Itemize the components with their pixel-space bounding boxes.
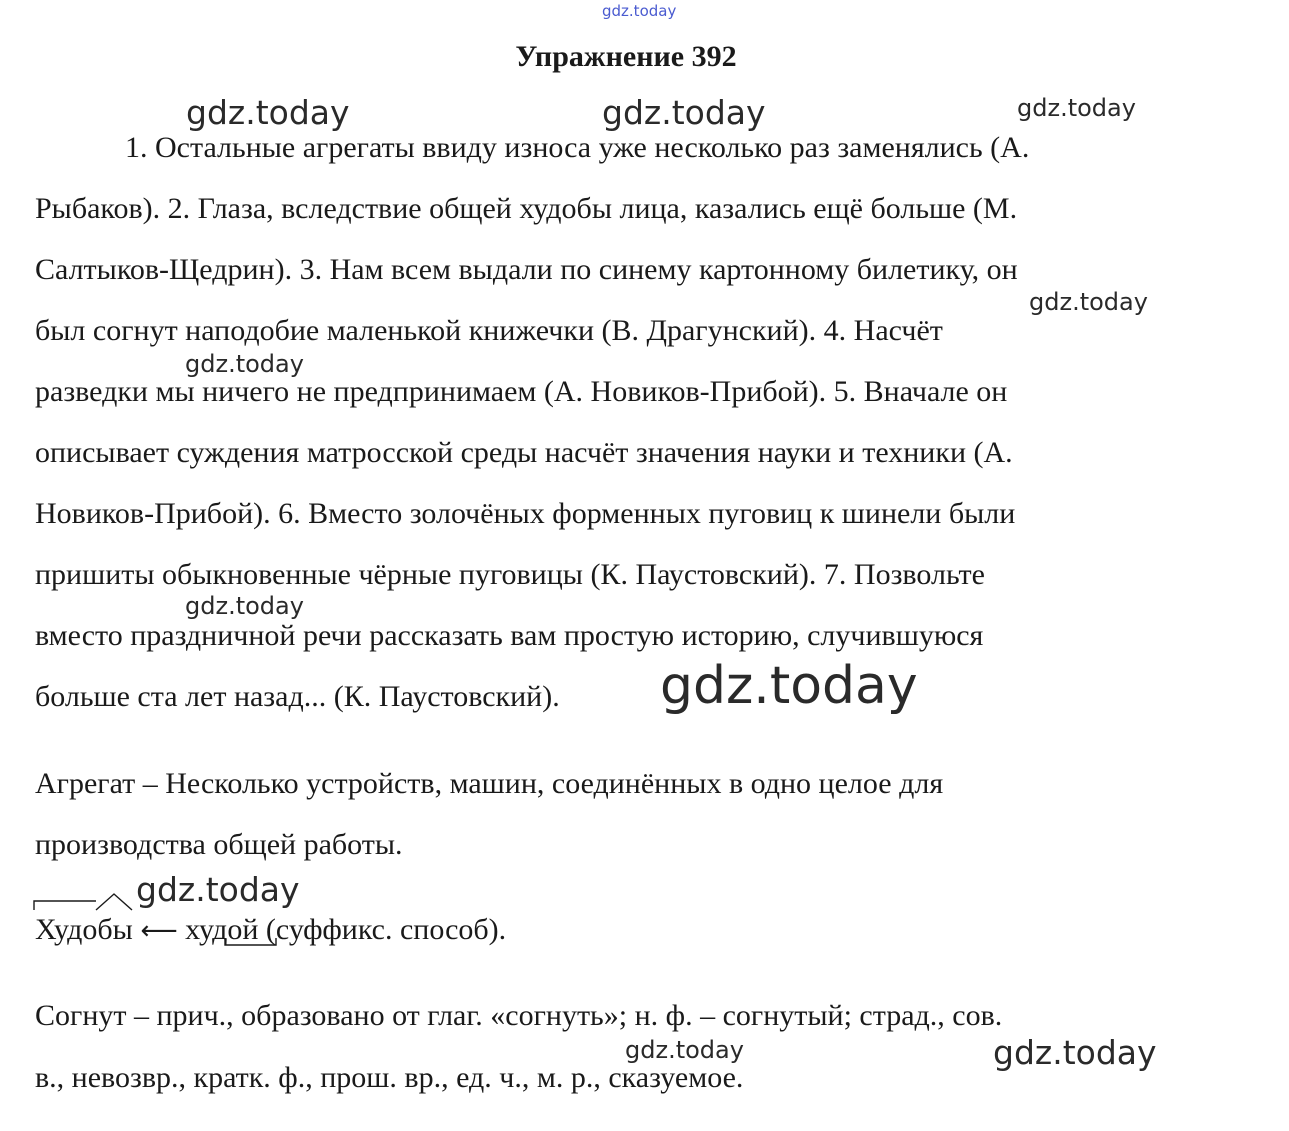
watermark: gdz.today [993,1033,1157,1072]
morphemic-word: Худобы [35,913,133,946]
watermark: gdz.today [185,350,304,378]
watermark-large: gdz.today [660,656,918,716]
watermark: gdz.today [1029,288,1148,316]
watermark: gdz.today [1017,94,1136,122]
exercise-title: Упражнение 392 [515,40,737,73]
analysis-line-2: в., невозвр., кратк. ф., прош. вр., ед. ч., м. р., сказуемое. [35,1061,744,1094]
watermark-top: gdz.today [602,2,677,20]
text-line-4: был согнут наподобие маленькой книжечки (В. Драгунский). 4. Насчёт [35,314,943,347]
morphemic-line [35,915,506,945]
text-line-10: больше ста лет назад... (К. Паустовский). [35,680,560,713]
text-line-8: пришиты обыкновенные чёрные пуговицы (К. Паустовский). 7. Позвольте [35,558,985,591]
definition-line-1: Агрегат – Несколько устройств, машин, соединённых в одно целое для [35,767,944,800]
analysis-line-1: Согнут – прич., образовано от глаг. «согнуть»; н. ф. – согнутый; страд., сов. [35,999,1003,1032]
watermark: gdz.today [136,870,300,909]
text-line-2: Рыбаков). 2. Глаза, вследствие общей худобы лица, казались ещё больше (М. [35,192,1018,225]
suffix-mark [96,894,132,910]
watermark: gdz.today [186,93,350,132]
morphemic-source-word: худой [185,913,259,946]
derivation-arrow-icon: ⟵ [140,916,178,946]
watermark: gdz.today [625,1036,744,1064]
definition-line-2: производства общей работы. [35,828,403,861]
watermark: gdz.today [602,93,766,132]
morphemic-note: (суффикс. способ). [265,913,507,946]
text-line-9: вместо праздничной речи рассказать вам простую историю, случившуюся [35,619,984,652]
text-line-6: описывает суждения матросской среды насчёт значения науки и техники (А. [35,436,1013,469]
prefix-root-mark [34,901,96,910]
text-line-3: Салтыков-Щедрин). 3. Нам всем выдали по синему картонному билетику, он [35,253,1018,286]
text-line-7: Новиков-Прибой). 6. Вместо золочёных форменных пуговиц к шинели были [35,497,1016,530]
text-line-1: 1. Остальные агрегаты ввиду износа уже несколько раз заменялись (А. [125,131,1030,164]
text-line-5: разведки мы ничего не предпринимаем (А. Новиков-Прибой). 5. Вначале он [35,375,1008,408]
watermark: gdz.today [185,592,304,620]
